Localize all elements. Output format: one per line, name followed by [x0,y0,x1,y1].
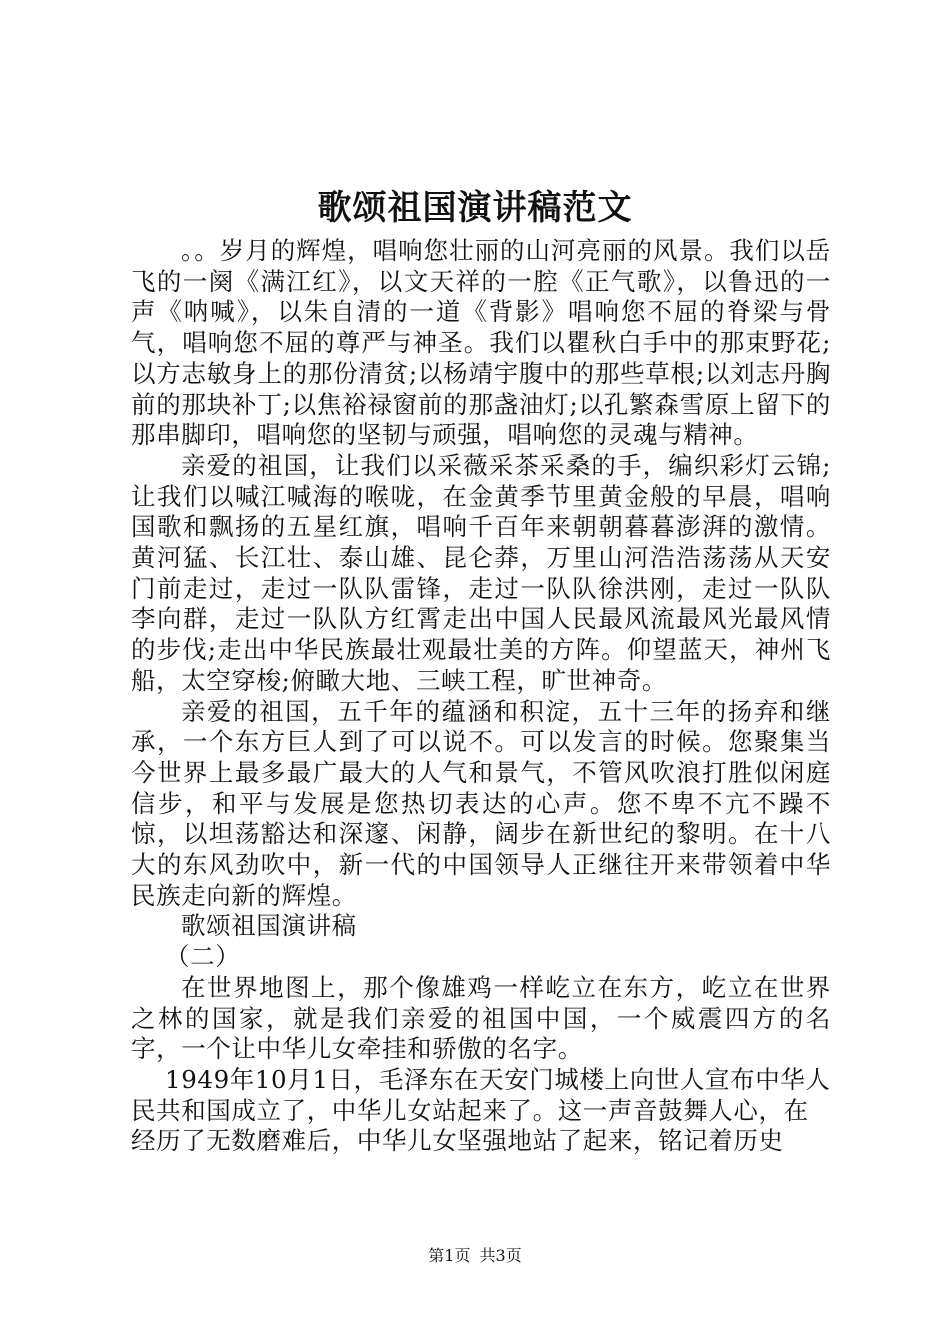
document-body [131,236,831,1157]
paragraph-5: 1949年10月1日，毛泽东在天安门城楼上向世人宣布中华人民共和国成立了，中华儿女站起来了。这一声音鼓舞人心，在经历了无数磨难后，中华儿女坚强地站了起来，铭记着历史 [131,1064,831,1156]
section-number: （二） [165,942,241,972]
paragraph-2: 亲爱的祖国，让我们以采薇采茶采桑的手，编织彩灯云锦;让我们以喊江喊海的喉咙，在金黄季节里黄金般的早晨，唱响国歌和飘扬的五星红旗，唱响千百年来朝朝暮暮澎湃的激情。黄河猛、长江壮、泰山雄、昆仑莽，万里山河浩浩荡荡从天安门前走过，走过一队队雷锋，走过一队队徐洪刚，走过一队队李向群，走过一队队方红霄走出中国人民最风流最风光最风情的步伐;走出中华民族最壮观最壮美的方阵。仰望蓝天，神州飞船，太空穿梭;俯瞰大地、三峡工程，旷世神奇。 [131,450,831,695]
paragraph-3: 亲爱的祖国，五千年的蕴涵和积淀，五十三年的扬弃和继承，一个东方巨人到了可以说不。可以发言的时候。您聚集当今世界上最多最广最大的人气和景气，不管风吹浪打胜似闲庭信步，和平与发展是您热切表达的心声。您不卑不亢不躁不惊，以坦荡豁达和深邃、闲静，阔步在新世纪的黎明。在十八大的东风劲吹中，新一代的中国领导人正继往开来带领着中华民族走向新的辉煌。 [131,696,831,910]
page-total: 共3页 [479,1246,522,1265]
paragraph-4: 在世界地图上，那个像雄鸡一样屹立在东方，屹立在世界之林的国家，就是我们亲爱的祖国中国，一个威震四方的名字，一个让中华儿女牵挂和骄傲的名字。 [131,972,831,1064]
page-number: 第1页 [428,1246,471,1265]
page-footer [0,1246,950,1266]
paragraph-1: 。。岁月的辉煌，唱响您壮丽的山河亮丽的风景。我们以岳飞的一阕《满江红》，以文天祥的一腔《正气歌》，以鲁迅的一声《呐喊》，以朱自清的一道《背影》唱响您不屈的脊梁与骨气，唱响您不屈的尊严与神圣。我们以瞿秋白手中的那束野花;以方志敏身上的那份清贫;以杨靖宇腹中的那些草根;以刘志丹胸前的那块补丁;以焦裕禄窗前的那盏油灯;以孔繁森雪原上留下的那串脚印，唱响您的坚韧与顽强，唱响您的灵魂与精神。 [131,236,831,450]
section-heading: 歌颂祖国演讲稿 [181,911,357,941]
document-title: 歌颂祖国演讲稿范文 [317,188,633,228]
